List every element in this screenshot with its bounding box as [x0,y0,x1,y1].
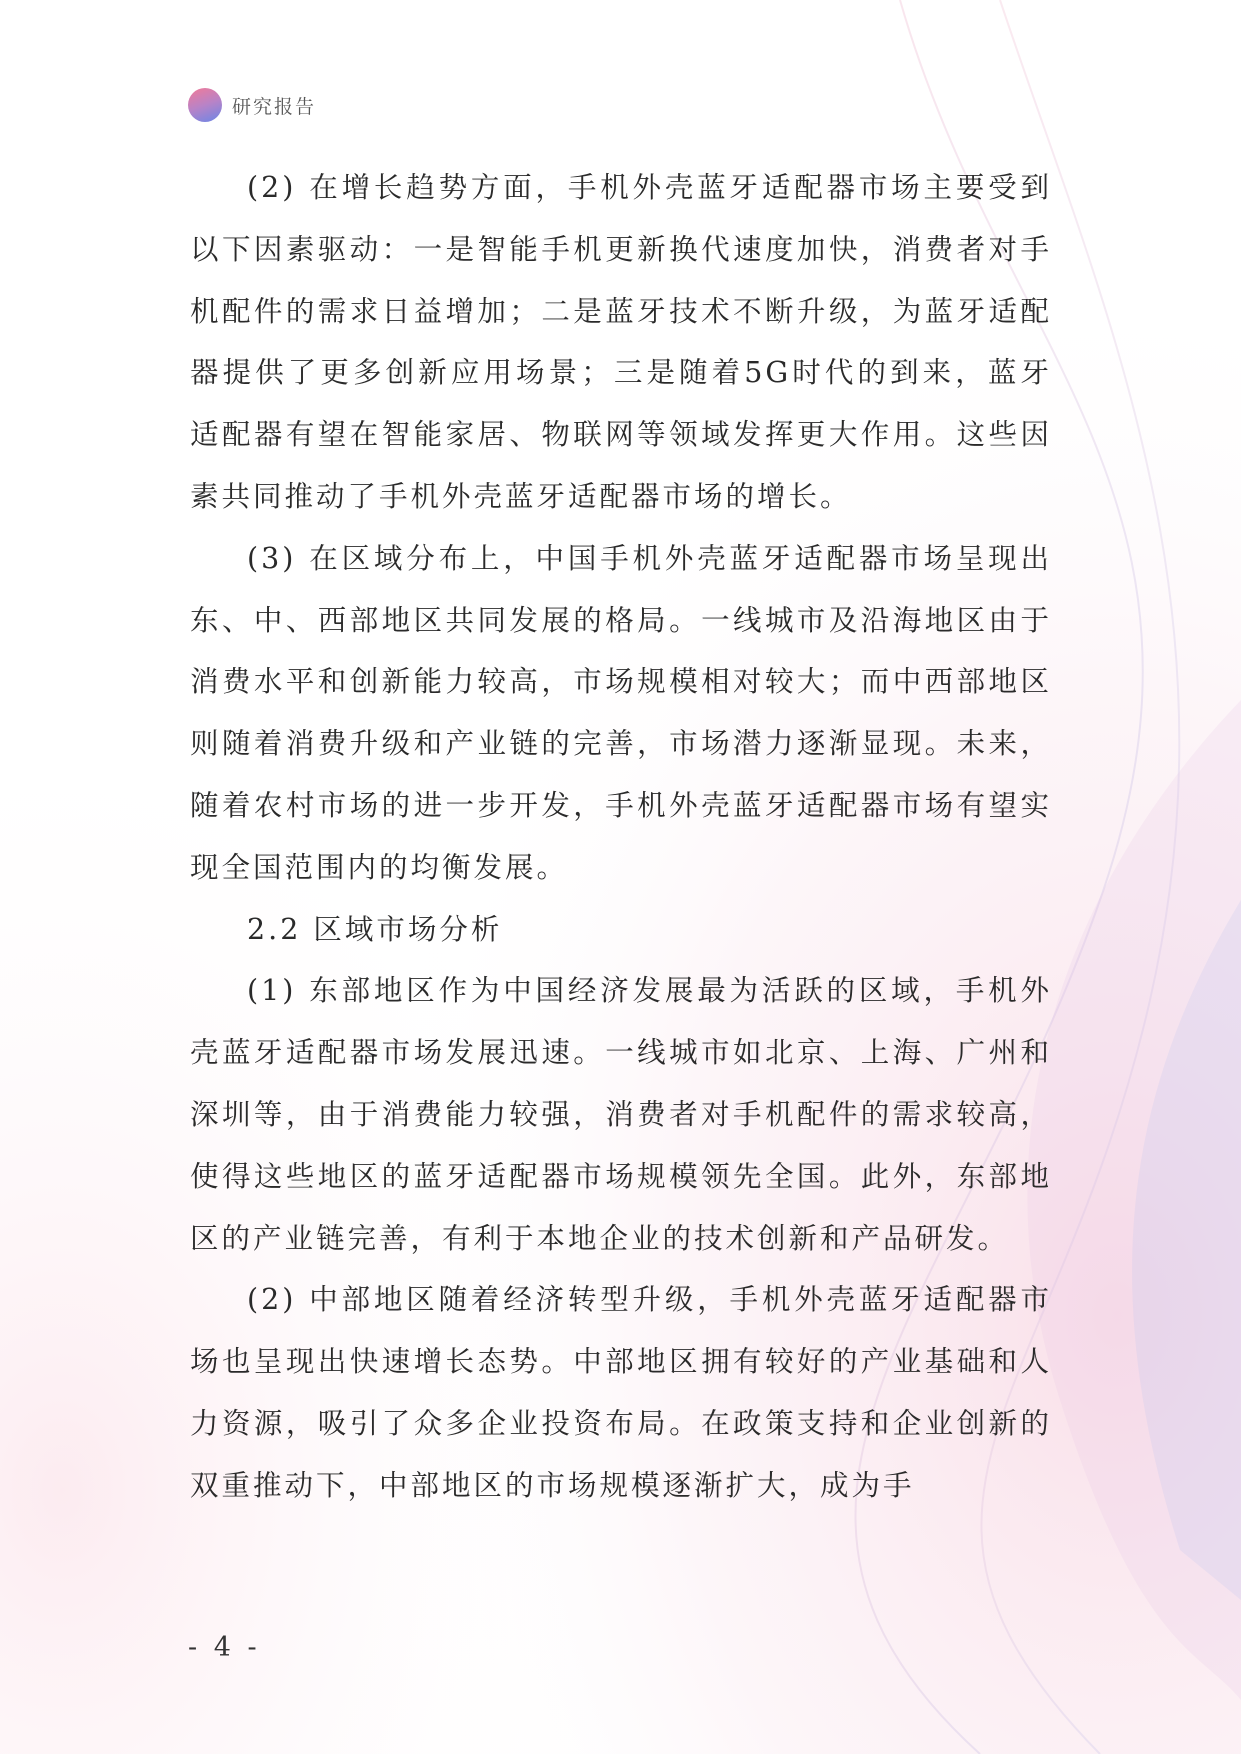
page-number: - 4 - [188,1632,261,1663]
paragraph-eastern-region: (1) 东部地区作为中国经济发展最为活跃的区域，手机外壳蓝牙适配器市场发展迅速。一线城市如北京、上海、广州和深圳等，由于消费能力较强，消费者对手机配件的需求较高，使得这些地区的蓝牙适配器市场规模领先全国。此外，东部地区的产业链完善，有利于本地企业的技术创新和产品研发。 [190,974,1052,1255]
document-body [190,157,1052,1517]
paragraph-regional-distribution: (3) 在区域分布上，中国手机外壳蓝牙适配器市场呈现出东、中、西部地区共同发展的格局。一线城市及沿海地区由于消费水平和创新能力较高，市场规模相对较大；而中西部地区则随着消费升级和产业链的完善，市场潜力逐渐显现。未来，随着农村市场的进一步开发，手机外壳蓝牙适配器市场有望实现全国范围内的均衡发展。 [190,541,1052,884]
section-heading-regional-analysis: 2.2 区域市场分析 [247,912,503,946]
paragraph-central-region: (2) 中部地区随着经济转型升级，手机外壳蓝牙适配器市场也呈现出快速增长态势。中部地区拥有较好的产业基础和人力资源，吸引了众多企业投资布局。在政策支持和企业创新的双重推动下，中部地区的市场规模逐渐扩大，成为手 [190,1283,1052,1502]
paragraph-growth-trend: (2) 在增长趋势方面，手机外壳蓝牙适配器市场主要受到以下因素驱动：一是智能手机更新换代速度加快，消费者对手机配件的需求日益增加；二是蓝牙技术不断升级，为蓝牙适配器提供了更多创新应用场景；三是随着5G时代的到来，蓝牙适配器有望在智能家居、物联网等领域发挥更大作用。这些因素共同推动了手机外壳蓝牙适配器市场的增长。 [190,171,1052,513]
header-title: 研究报告 [232,95,317,118]
report-logo-icon [188,88,222,122]
report-header [188,88,316,122]
